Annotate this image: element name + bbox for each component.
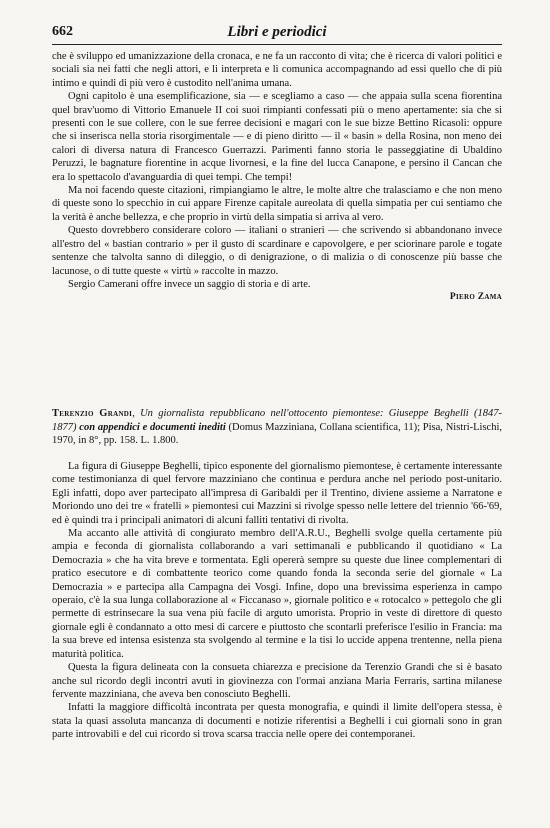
paragraph: Sergio Camerani offre invece un saggio di storia e di arte.	[68, 278, 311, 290]
publisher-info: (Domus Mazziniana, Collana scientifica, 11); Pisa, Nistri-Lischi, 1970, in 8°, pp. 158. L. 1.800.	[52, 421, 502, 447]
section-title: Libri e periodici	[227, 24, 327, 40]
reviewer-signature: Piero Zama	[449, 292, 502, 303]
paragraph: che è sviluppo ed umanizzazione della cronaca, e ne fa un racconto di vita; che è ricerca di valori politici e sociali sia nei fatti che negli attori, e li interpreta e li comunica accompagnando ad essi quello che di più intimo e quindi di più vero è custodito nell'anima umana.	[52, 51, 502, 89]
paragraph: Questa la figura delineata con la consueta chiarezza e precisione da Terenzio Grandi che si è basato anche sul ricordo degli incontri avuti in giovinezza con l'ormai anziana Maria Ferraris, sartina milanese fervente mazziniana, che aveva ben conosciuto Beghelli.	[52, 662, 502, 700]
review-body	[52, 460, 502, 742]
author-name: Terenzio Grandi	[52, 408, 133, 419]
paragraph: Questo dovrebbero considerare coloro — italiani o stranieri — che scrivendo si abbandonano invece all'estro del « bastian contrario » per il gusto di scardinare e capovolgere, e per sciorinare parole e togate sentenze che talvolta sanno di dileggio, o di denigrazione, o di malizia o di conoscenze più basse che lacunose, o di tutte queste « virtù » raccolte in mazzo.	[52, 225, 502, 277]
paragraph: Ma noi facendo queste citazioni, rimpiangiamo le altre, le molte altre che tralasciamo e che non meno di queste sono lo specchio in cui appare Firenze capitale aureolata di quella simpatia per cui sentiamo che la verità è anche bellezza, e che proprio in virtù della simpatia si arriva al vero.	[52, 185, 502, 223]
running-head	[52, 24, 502, 46]
bibliographic-entry: Terenzio Grandi, Un giornalista repubblicano nell'ottocento piemontese: Giuseppe Beghelli (1847-1877) con appendici e documenti inediti (Domus Mazziniana, Collana scientifica, 11); Pisa, Nistri-Lischi, 1970, in 8°, pp. 158. L. 1.800.	[52, 408, 502, 447]
review-continuation	[52, 50, 502, 304]
paragraph: Infatti la maggiore difficoltà incontrata per questa monografia, e quindi il limite dell'opera stessa, è stata la quasi assoluta mancanza di documenti e notizie riferentisi a Beghelli i cui giornali sono in gran parte introvabili e del cui ricordo si trova scarsa traccia nelle opere dei contemporanei.	[52, 702, 502, 741]
page-number: 662	[52, 24, 73, 39]
book-title: Un giornalista repubblicano nell'ottocento piemontese: Giuseppe Beghelli (1847-1877)	[52, 408, 502, 433]
review-bibliography	[52, 407, 502, 448]
paragraph: Ma accanto alle attività di congiurato membro dell'A.R.U., Beghelli svolge quella certamente più ampia e feconda di giornalista collaborando a vari settimanali e pubblicando il quotidiano « La Democrazia » che ha vita breve e tormentata. Egli opererà sempre su queste due linee complementari di pratico esecutore e di combattente teorico come quando fonda la seconda serie del giornale « La Democrazia » e partecipa alla Campagna dei Vosgi. Infine, dopo una brevissima esperienza in campo operaio, c'è la sua lunga collaborazione al « Ficcanaso », giornale politico e « rotocalco » pettegolo che gli permette di estrinsecare la sua vena più facile di arguto umorista. Proprio in veste di direttore di questo giornale egli è condannato a otto mesi di carcere e piuttosto che scontarli preferisce l'esilio in Francia: ma la sua breve ed intensa esistenza sta svolgendo al termine e la tisi lo uccide appena trentenne, nella piena maturità politica.	[52, 528, 502, 660]
paragraph: La figura di Giuseppe Beghelli, tipico esponente del giornalismo piemontese, è certamente interessante come testimonianza di quel fervore mazziniano che continua e perdura anche nel periodo post-unitario. Egli infatti, dopo aver partecipato all'impresa di Garibaldi per il Trentino, diviene assieme a Narratone e Moriondo uno dei tre « fratelli » piemontesi cui Mazzini si rivolge spesso nelle lettere del triennio '66-'69, ed è quindi tra i principali animatori di alcuni falliti tentativi di rivolta.	[52, 461, 502, 526]
header-rule	[52, 44, 502, 45]
book-subtitle: con appendici e documenti inediti	[79, 421, 226, 433]
paragraph: Ogni capitolo è una esemplificazione, sia — e scegliamo a caso — che appaia sulla scena fiorentina quel brav'uomo di Vittorio Emanuele II coi suoi rimpianti confessati più o meno apertamente: sia che si presenti con le sue collere, con le sue ferree decisioni e magari con le sue bizze Bettino Ricasoli: oppure che si inserisca nella storia risorgimentale — e di pieno diritto — il « basin » della Rosina, non meno dei calori di diversa natura di Francesco Guerrazzi. Parimenti fanno storia le passeggiatine di Ubaldino Peruzzi, le bagnature fiorentine in acque livornesi, e la fine del lucca Canapone, e persino il Cancan che era lo spettacolo d'avanguardia di quei tempi. Che tempi!	[52, 91, 502, 183]
